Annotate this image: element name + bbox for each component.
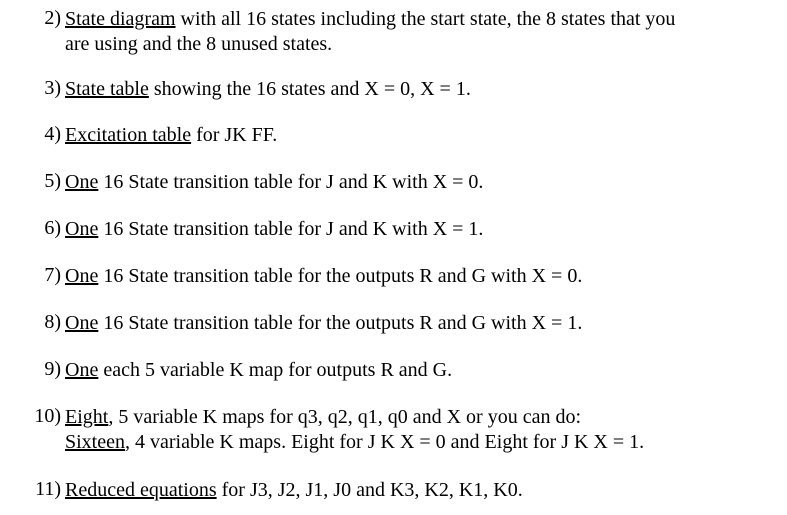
item-number: 4) [44,123,61,145]
item-text [65,405,644,455]
item-text [65,170,483,195]
item-lead: One [65,312,99,334]
item-lead: State table [65,78,149,100]
item-text [65,217,483,242]
item-number: 5) [44,170,61,192]
item-lead: One [65,218,99,240]
item-lead: One [65,265,99,287]
item-rest: showing the 16 states and X = 0, X = 1. [148,78,471,100]
item-rest: each 5 variable K map for outputs R and G. [98,359,453,381]
item-lead: Excitation table [65,124,192,146]
item-lead: State diagram [65,8,176,30]
item-rest: 16 State transition table for J and K with X = 1. [98,218,484,240]
item-number: 8) [44,311,61,333]
item-rest: for JK FF. [191,124,278,146]
item-number: 10) [34,405,61,427]
item-rest: , 5 variable K maps for q3, q2, q1, q0 and X or you can do: [108,406,582,428]
item-rest: 16 State transition table for the outputs R and G with X = 1. [98,312,583,334]
item-rest: with all 16 states including the start state, the 8 states that you [175,8,676,30]
item-text [65,311,582,336]
item-number: 11) [35,478,61,500]
item-number: 7) [44,264,61,286]
item-text [65,77,471,102]
item-rest: 16 State transition table for J and K with X = 0. [98,171,484,193]
item-text [65,478,523,503]
item-number: 2) [44,7,61,29]
item-text [65,264,582,289]
item-line2: are using and the 8 unused states. [65,33,333,55]
item-text [65,7,675,57]
item-rest: 16 State transition table for the outputs R and G with X = 0. [98,265,583,287]
item-text [65,358,452,383]
item-lead: One [65,359,99,381]
item-lead: Reduced equations [65,479,217,501]
item-lead: Eight [65,406,109,428]
item-number: 6) [44,217,61,239]
item-number: 9) [44,358,61,380]
item-text [65,123,277,148]
item-lead-2: Sixteen [65,431,125,453]
item-rest: for J3, J2, J1, J0 and K3, K2, K1, K0. [216,479,523,501]
item-number: 3) [44,77,61,99]
item-rest-2: , 4 variable K maps. Eight for J K X = 0 and Eight for J K X = 1. [125,431,645,453]
item-lead: One [65,171,99,193]
